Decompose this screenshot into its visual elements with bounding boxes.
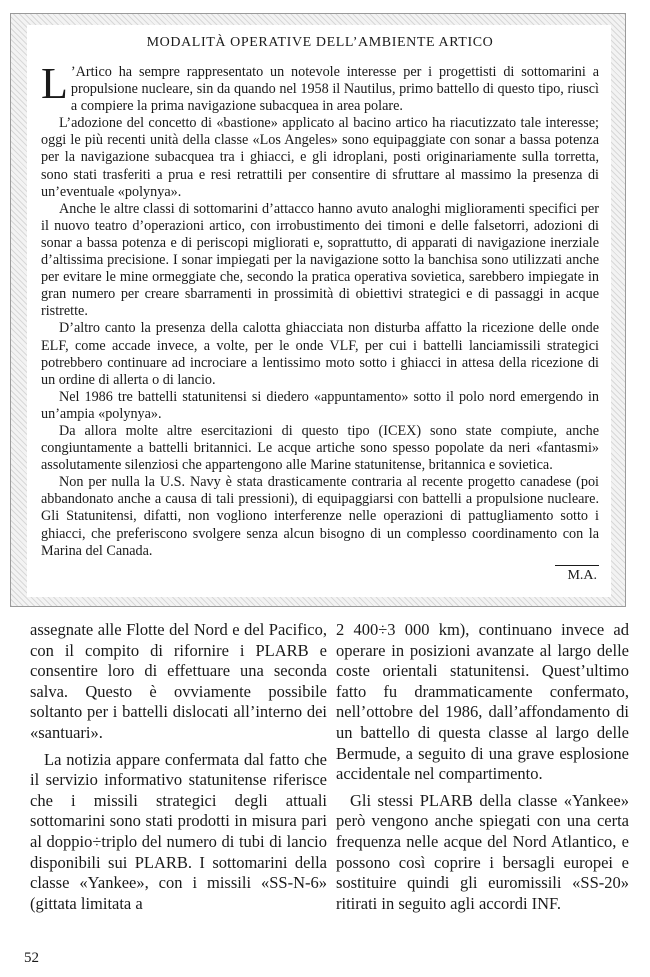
sidebar-box-content — [27, 25, 611, 597]
signature-initials: M.A. — [555, 565, 599, 584]
sidebar-paragraph: L’adozione del concetto di «bastione» applicato al bacino artico ha riacutizzato tale interesse; oggi le più recenti unità della classe «Los Angeles» sono equipaggiate con sonar a bassa potenza per la navigazione subacquea tra i ghiacci, e gli idroplani, posti originariamente sulla torretta, sono stati trasferiti a prua e resi retrattili per consentire di sfruttare al massimo la presenza di un’eventuale «polynya». — [41, 115, 599, 200]
body-column-right — [336, 620, 629, 920]
sidebar-paragraph-text: ’Artico ha sempre rappresentato un notevole interesse per i progettisti di sottomarini a propulsione nucleare, sin da quando nel 1958 il Nautilus, primo battello di questo tipo, riuscì a compiere la prima navigazione subacquea in area polare. — [70, 64, 599, 115]
drop-cap: L — [41, 59, 68, 108]
sidebar-paragraph — [41, 59, 599, 115]
sidebar-box — [10, 13, 626, 607]
sidebar-paragraph: D’altro canto la presenza della calotta ghiacciata non disturba affatto la ricezione delle onde ELF, come accade invece, a volte, per le onde VLF, per cui i battelli lanciamissili strategici potrebbero continuare ad incrociare a lentissimo moto sotto i ghiacci in attesa della ricezione di un ordine di allerta o di lancio. — [41, 320, 599, 388]
sidebar-paragraph: Nel 1986 tre battelli statunitensi si diedero «appuntamento» sotto il polo nord emergendo in un’ampia «polynya». — [41, 388, 599, 422]
sidebar-paragraph: Da allora molte altre esercitazioni di questo tipo (ICEX) sono state compiute, anche congiuntamente a battelli britannici. Le acque artiche sono spesso popolate da neri «fantasmi» assolutamente silenziosi che appartengono alle Marine statunitense, britannica e sovietica. — [41, 422, 599, 474]
body-column-left — [30, 620, 327, 920]
page-number: 52 — [24, 950, 39, 966]
sidebar-paragraph: Anche le altre classi di sottomarini d’attacco hanno avuto analoghi miglioramenti specifici per il nuovo teatro d’operazioni artico, con irrobustimento dei timoni e delle falsetorri, adozioni di sonar a bassa potenza e di periscopi migliorati e, soprattutto, di apparati di navigazione inerziale d’altissima precisione. I sonar impiegati per la navigazione sotto la banchisa sono utilizzati anche per evitare le mine ormeggiate che, secondo la pratica operativa sovietica, sarebbero impiegate in gran numero per creare sbarramenti in prossimità di obiettivi strategici e di passaggi in acque ristrette. — [41, 200, 599, 320]
sidebar-title: MODALITÀ OPERATIVE DELL’AMBIENTE ARTICO — [146, 35, 494, 50]
body-paragraph: assegnate alle Flotte del Nord e del Pacifico, con il compito di rifornire i PLARB e consentire loro di effettuare una seconda salva. Questo è ovviamente possibile soltanto per i battelli dislocati all’interno dei «santuari». — [30, 620, 327, 742]
body-paragraph: La notizia appare confermata dal fatto che il servizio informativo statunitense riferisce che i missili strategici degli attuali sottomarini sono stati prodotti in misura pari al doppio÷triplo del numero di tubi di lancio disponibili sui PLARB. I sottomarini della classe «Yankee», con i missili «SS-N-6» (gittata limitata a — [30, 749, 327, 913]
sidebar-signature — [41, 565, 599, 584]
body-paragraph: 2 400÷3 000 km), continuano invece ad operare in posizioni avanzate al largo delle coste orientali statunitensi. Quest’ultimo fatto fu drammaticamente confermato, nell’ottobre del 1986, dall’affondamento di un battello di questa classe al largo delle Bermude, a seguito di una grave esplosione accidentale nel compartimento. — [336, 620, 629, 784]
sidebar-paragraph: Non per nulla la U.S. Navy è stata drasticamente contraria al recente progetto canadese (poi abbandonato anche a causa di tali pressioni), di equipaggiarsi con battelli a propulsione nucleare. Gli Statunitensi, difatti, non vogliono interferenze nelle operazioni di pattugliamento sotto i ghiacci, che preferiscono svolgere senza alcun bisogno di un complesso coordinamento con la Marina del Canada. — [41, 474, 599, 559]
body-paragraph: Gli stessi PLARB della classe «Yankee» però vengono anche spiegati con una certa frequenza nelle acque del Nord Atlantico, e possono così coprire i bersagli europei e sostituire quindi gli euromissili «SS-20» ritirati in seguito agli accordi INF. — [336, 790, 629, 913]
